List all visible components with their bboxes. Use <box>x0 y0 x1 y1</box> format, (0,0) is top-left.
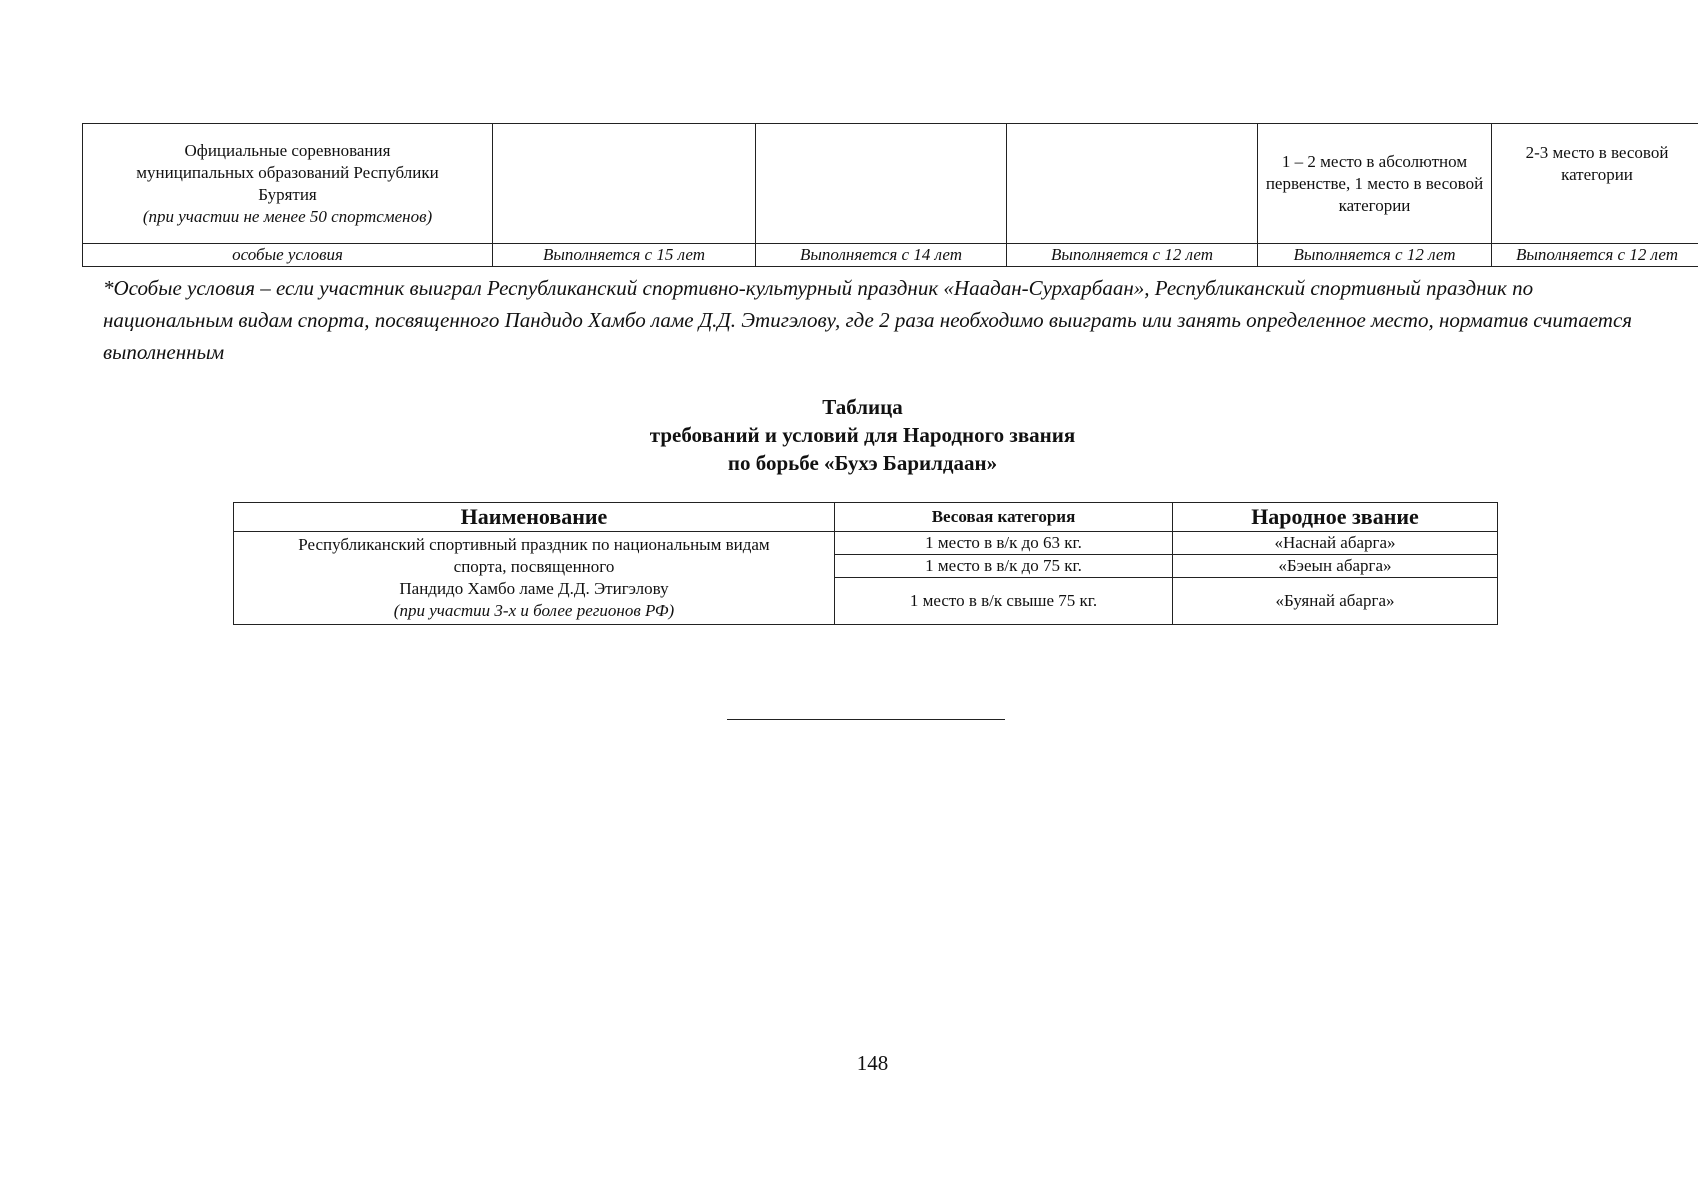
weight-category-cell: 1 место в в/к до 63 кг. <box>835 532 1173 555</box>
event-name-cell <box>234 532 835 625</box>
header-weight-category: Весовая категория <box>835 503 1173 532</box>
placement-cell: 2-3 место в весовой категории <box>1492 124 1698 244</box>
folk-rank-cell: «Бэеын абарга» <box>1173 555 1498 578</box>
competition-name-line: Официальные соревнования <box>184 140 391 160</box>
table-row <box>234 532 1498 555</box>
age-condition-cell: Выполняется с 12 лет <box>1492 244 1698 267</box>
end-rule <box>727 719 1005 720</box>
folk-rank-cell: «Буянай абарга» <box>1173 578 1498 625</box>
title-line: по борьбе «Бухэ Барилдаан» <box>727 451 998 475</box>
empty-cell <box>756 124 1007 244</box>
event-name-line: Пандидо Хамбо ламе Д.Д. Этигэлову <box>399 579 669 598</box>
header-name: Наименование <box>234 503 835 532</box>
title-line: Таблица <box>822 395 903 419</box>
competition-name-cell <box>83 124 493 244</box>
age-condition-cell: Выполняется с 15 лет <box>493 244 756 267</box>
table-title <box>0 393 1698 477</box>
age-condition-cell: Выполняется с 12 лет <box>1258 244 1492 267</box>
competition-name-line: муниципальных образований Республики <box>136 162 439 182</box>
page-number: 148 <box>856 1051 889 1075</box>
header-folk-rank: Народное звание <box>1173 503 1498 532</box>
title-line: требований и условий для Народного звания <box>649 423 1076 447</box>
table-row <box>83 124 1698 244</box>
special-conditions-label: особые условия <box>83 244 493 267</box>
event-name-line: спорта, посвященного <box>453 557 615 576</box>
event-name-line: Республиканский спортивный праздник по национальным видам <box>298 535 770 554</box>
weight-category-cell: 1 место в в/к свыше 75 кг. <box>835 578 1173 625</box>
empty-cell <box>1007 124 1258 244</box>
age-condition-cell: Выполняется с 14 лет <box>756 244 1007 267</box>
table-row <box>83 244 1698 267</box>
folk-rank-cell: «Наснай абарга» <box>1173 532 1498 555</box>
placement-cell: 1 – 2 место в абсолютном первенстве, 1 место в весовой категории <box>1258 124 1492 244</box>
event-note: (при участии 3-х и более регионов РФ) <box>393 601 675 620</box>
competition-name-line: Бурятия <box>258 184 317 204</box>
participation-note: (при участии не менее 50 спортсменов) <box>142 206 433 226</box>
continued-requirements-table <box>82 123 1698 267</box>
age-condition-cell: Выполняется с 12 лет <box>1007 244 1258 267</box>
folk-ranks-table <box>233 502 1498 625</box>
empty-cell <box>493 124 756 244</box>
weight-category-cell: 1 место в в/к до 75 кг. <box>835 555 1173 578</box>
header-row <box>234 503 1498 532</box>
special-conditions-footnote: *Особые условия – если участник выиграл Республиканский спортивно-культурный праздник «Наадан-Сурхарбаан», Республиканский спортивный праздник по национальным видам спорта, посвященного Пандидо Хамбо ламе Д.Д. Этигэлову, где 2 раза необходимо выиграть или занять определенное место, норматив считается выполненным <box>103 276 1633 364</box>
